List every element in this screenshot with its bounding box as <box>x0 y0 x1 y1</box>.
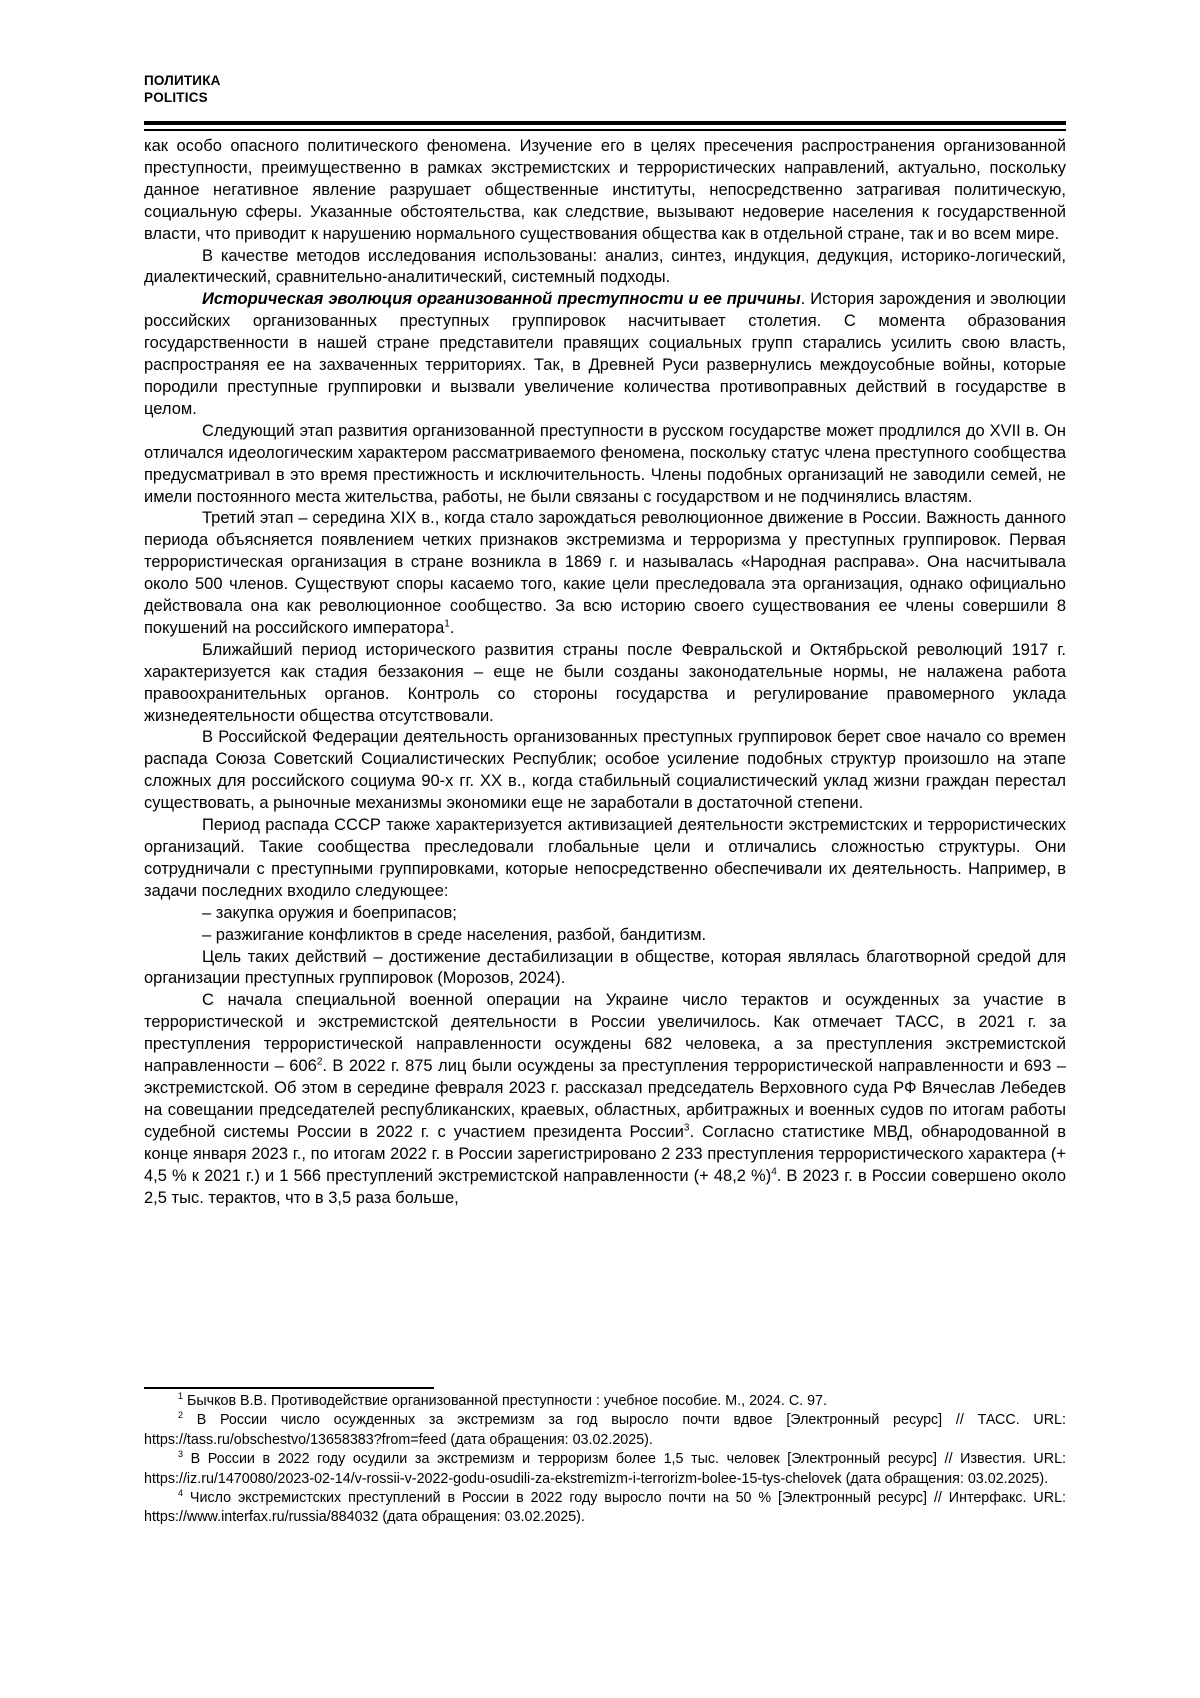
paragraph-with-heading <box>144 289 1066 420</box>
footnote-text: В России в 2022 году осудили за экстремизм и терроризм более 1,5 тыс. человек [Электронный ресурс] // Известия. URL: https://iz.ru/1470080/2023-02-14/v-rossii-v-2022-godu-osudili-za-ekstremizm-i-terrorizm-bolee-15-tys-chelovek (дата обращения: 03.02.2025). <box>144 1451 1066 1487</box>
header-rule-thin <box>144 129 1066 131</box>
section-title-en: POLITICS <box>144 90 208 105</box>
footnote-text: Бычков В.В. Противодействие организованной преступности : учебное пособие. М., 2024. С. 97. <box>183 1393 827 1409</box>
paragraph-text: Третий этап – середина XIX в., когда стало зарождаться революционное движение в России. Важность данного периода объясняется появлением четких признаков экстремизма и терроризма у преступных группировок. Первая террористическая организация в стране возникла в 1869 г. и называлась «Народная расправа». Она насчитывала около 500 членов. Существуют споры касаемо того, какие цели преследовала эта организация, однако официально действовала она как революционное сообщество. За всю историю своего существования ее члены совершили 8 покушений на российского императора <box>144 509 1066 637</box>
paragraph: В Российской Федерации деятельность организованных преступных группировок берет свое начало со времен распада Союза Советский Социалистических Республик; особое усиление подобных структур произошло на этапе сложных для российского социума 90-х гг. XX в., когда стабильный социалистический уклад жизни граждан перестал существовать, а рыночные механизмы экономики еще не заработали в достаточной степени. <box>144 728 1066 813</box>
running-header <box>144 72 221 106</box>
footnote-ref[interactable]: 3 <box>683 1122 690 1134</box>
paragraph-text: . В 2022 г. 875 лиц были осуждены за преступления террористической направленности и 693 – экстремистской. Об этом в середине февраля 2023 г. рассказал председатель Верховного суда РФ Вячеслав Лебедев на совещании председателей республиканских, краевых, областных, арбитражных и военных судов по итогам работы судебной системы России в 2022 г. с участием президента России <box>144 1057 1066 1141</box>
footnote <box>144 1411 1066 1450</box>
paragraph <box>144 990 1066 1209</box>
footnote <box>144 1450 1066 1489</box>
paragraph: Цель таких действий – достижение дестабилизации в обществе, которая являлась благотворной средой для организации преступных группировок (Морозов, 2024). <box>144 947 1066 988</box>
paragraph: Ближайший период исторического развития страны после Февральской и Октябрьской революций 1917 г. характеризуется как стадия беззакония – еще не были созданы законодательные нормы, не налажена работа правоохранительных органов. Контроль со стороны государства и регулирование правомерного уклада жизнедеятельности общества отсутствовали. <box>144 640 1066 725</box>
footnote-ref[interactable]: 1 <box>444 618 450 630</box>
paragraph-text: . В 2023 г. в России совершено около 2,5 тыс. терактов, что в 3,5 раза больше, <box>144 1166 1066 1207</box>
paragraph <box>144 508 1066 639</box>
footnote <box>144 1489 1066 1528</box>
footnote-text: Число экстремистских преступлений в России в 2022 году выросло почти на 50 % [Электронный ресурс] // Интерфакс. URL: https://www.interfax.ru/russia/884032 (дата обращения: 03.02.2025). <box>144 1490 1066 1526</box>
section-title-ru: ПОЛИТИКА <box>144 73 221 88</box>
footnote-number: 3 <box>178 1449 184 1460</box>
paragraph-text: С начала специальной военной операции на Украине число терактов и осужденных за участие в террористической и экстремистской деятельности в России увеличилось. Как отмечает ТАСС, в 2021 г. за преступления террористической направленности осуждены 682 человека, а за преступления экстремистской направленности – 606 <box>144 991 1066 1076</box>
paragraph-text: . Согласно статистике МВД, обнародованной в конце января 2023 г., по итогам 2022 г. в России зарегистрировано 2 233 преступления террористического характера (+ 4,5 % к 2021 г.) и 1 566 преступлений экстремистской направленности (+ 48,2 %) <box>144 1122 1066 1185</box>
article-body <box>144 136 1066 1209</box>
list-item: – закупка оружия и боеприпасов; <box>202 903 457 922</box>
footnotes <box>144 1392 1066 1528</box>
footnote-ref[interactable]: 2 <box>316 1056 323 1068</box>
paragraph: В качестве методов исследования использованы: анализ, синтез, индукция, дедукция, историко-логический, диалектический, сравнительно-аналитический, системный подходы. <box>144 246 1066 287</box>
footnote-number: 2 <box>178 1410 184 1421</box>
footnote-text: В России число осужденных за экстремизм за год выросло почти вдвое [Электронный ресурс] // ТАСС. URL: https://tass.ru/obschestvo/13658383?from=feed (дата обращения: 03.02.2025). <box>144 1412 1066 1448</box>
paragraph: Следующий этап развития организованной преступности в русском государстве может продлился до XVII в. Он отличался идеологическим характером рассматриваемого феномена, поскольку статус члена преступного сообщества предусматривал в это время престижность и исключительность. Члены подобных организаций не заводили семей, не имели постоянного места жительства, работы, не были связаны с государством и не подчинялись властям. <box>144 421 1066 506</box>
paragraph-text: . История зарождения и эволюции российских организованных преступных группировок насчитывает столетия. С момента образования государственности в нашей стране представители правящих социальных групп старались усилить свою власть, распространяя ее на захваченных территориях. Так, в Древней Руси развернулись междоусобные войны, которые породили преступные группировки и вызвали увеличение количества противоправных действий в государстве в целом. <box>144 290 1066 418</box>
paragraph: как особо опасного политического феномена. Изучение его в целях пресечения распространения организованной преступности, преимущественно в рамках экстремистских и террористических направлений, актуально, поскольку данное негативное явление разрушает общественные институты, непосредственно затрагивая политическую, социальную сферы. Указанные обстоятельства, как следствие, вызывают недоверие населения к государственной власти, что приводит к нарушению нормального существования общества как в отдельной стране, так и во всем мире. <box>144 137 1066 243</box>
list-item: – разжигание конфликтов в среде населения, разбой, бандитизм. <box>202 925 707 944</box>
header-rule-thick <box>144 121 1066 125</box>
footnote-number: 1 <box>178 1391 184 1402</box>
section-heading: Историческая эволюция организованной преступности и ее причины <box>202 290 801 309</box>
footnote <box>144 1392 1066 1411</box>
footnote-number: 4 <box>178 1488 184 1499</box>
paragraph-text: . <box>449 618 455 637</box>
footnote-separator <box>144 1387 434 1389</box>
footnote-ref[interactable]: 4 <box>771 1166 777 1178</box>
paragraph: Период распада СССР также характеризуется активизацией деятельности экстремистских и террористических организаций. Такие сообщества преследовали глобальные цели и отличались сложностью структуры. Они сотрудничали с преступными группировками, которые непосредственно обеспечивали их деятельность. Например, в задачи последних входило следующее: <box>144 816 1066 900</box>
